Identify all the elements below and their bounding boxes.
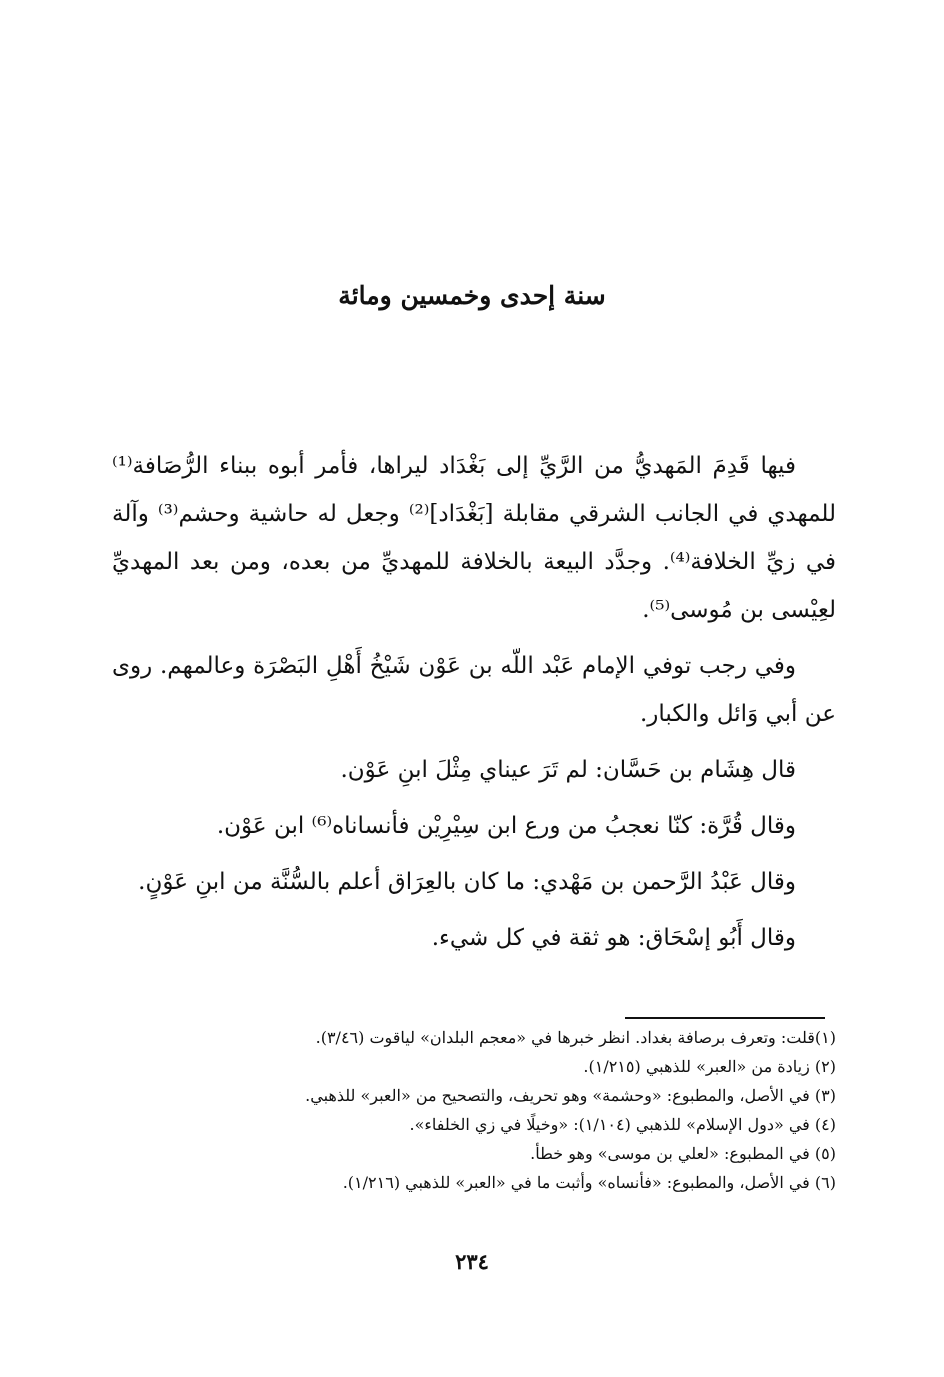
footnote-5: (٥) في المطبوع: «لعلي بن موسى» وهو خطأ. xyxy=(530,1144,836,1163)
footnote-6: (٦) في الأصل، والمطبوع: «فأنساه» وأثبت ما في «العبر» للذهبي (١/٢١٦). xyxy=(342,1173,836,1192)
page-title: سنة إحدى وخمسين ومائة xyxy=(338,281,606,310)
footnote-3: (٣) في الأصل، والمطبوع: «وحشمة» وهو تحريف، والتصحيح من «العبر» للذهبي. xyxy=(305,1086,836,1105)
footnotes xyxy=(120,1023,836,1197)
footnote-4: (٤) في «دول الإسلام» للذهبي (١/١٠٤): «وخيلًا في زي الخلفاء». xyxy=(409,1115,836,1134)
footnote-separator xyxy=(625,1017,825,1019)
footnote-2: (٢) زيادة من «العبر» للذهبي (١/٢١٥). xyxy=(583,1057,836,1076)
main-text xyxy=(112,442,836,962)
paragraph-2: وفي رجب توفي الإمام عَبْد اللّه بن عَوْن شَيْخُ أَهْلِ البَصْرَة وعالمهم. روى عن أبي وَائل والكبار. xyxy=(112,653,836,727)
paragraph-4: وقال قُرَّة: كنّا نعجبُ من ورع ابن سِيْرِيْن فأنساناه⁽⁶⁾ ابن عَوْن. xyxy=(216,813,796,839)
paragraph-3: قال هِشَام بن حَسَّان: لم تَرَ عيناي مِثْلَ ابنِ عَوْن. xyxy=(340,757,796,783)
page-number: ٢٣٤ xyxy=(455,1249,489,1274)
paragraph-5: وقال عَبْدُ الرَّحمن بن مَهْدي: ما كان بالعِرَاق أعلم بالسُّنَّة من ابنِ عَوْنٍ. xyxy=(138,869,796,895)
paragraph-1: فيها قَدِمَ المَهديُّ من الرَّيِّ إلى بَغْدَاد ليراها، فأمر أبوه ببناء الرُّصَافة⁽¹⁾ للمهدي في الجانب الشرقي مقابلة [بَغْدَاد]⁽²⁾ وجعل له حاشية وحشم⁽³⁾ وآلة في زيِّ الخلافة⁽⁴⁾. وجدَّد البيعة بالخلافة للمهديِّ من بعده، ومن بعد المهديِّ لعِيْسى بن مُوسى⁽⁵⁾. xyxy=(112,453,836,623)
paragraph-6: وقال أَبُو إسْحَاق: هو ثقة في كل شيء. xyxy=(431,925,796,951)
footnote-1: (١)قلت: وتعرف برصافة بغداد. انظر خبرها في «معجم البلدان» لياقوت (٣/٤٦). xyxy=(315,1028,836,1047)
